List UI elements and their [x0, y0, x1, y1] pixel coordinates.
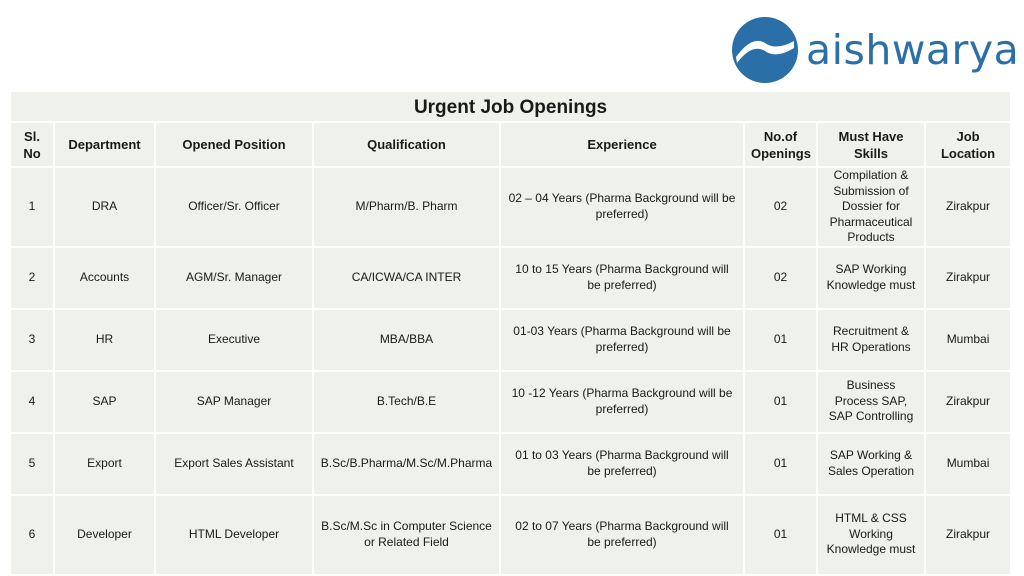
- skills-cell: SAP Working & Sales Operation: [817, 433, 925, 495]
- location-cell: Zirakpur: [925, 495, 1011, 575]
- position-cell: AGM/Sr. Manager: [155, 247, 313, 309]
- table-row: [10, 247, 1011, 309]
- skills-cell: Recruitment & HR Operations: [817, 309, 925, 371]
- position-cell: Executive: [155, 309, 313, 371]
- location-cell: Zirakpur: [925, 247, 1011, 309]
- skills-cell: Compilation & Submission of Dossier for Pharmaceutical Products: [817, 167, 925, 247]
- table-title-row: [10, 91, 1011, 122]
- experience-cell: 10 -12 Years (Pharma Background will be preferred): [500, 371, 744, 433]
- sl-no-cell: 5: [10, 433, 54, 495]
- qualification-cell: B.Sc/B.Pharma/M.Sc/M.Pharma: [313, 433, 500, 495]
- openings-cell: 02: [744, 247, 817, 309]
- table-title: Urgent Job Openings: [10, 91, 1011, 122]
- skills-cell: HTML & CSS Working Knowledge must: [817, 495, 925, 575]
- header-experience: Experience: [500, 122, 744, 167]
- table-header-row: [10, 122, 1011, 167]
- skills-cell: SAP Working Knowledge must: [817, 247, 925, 309]
- header-sl-no: Sl. No: [10, 122, 54, 167]
- logo-wordmark: aishwarya: [806, 26, 1020, 74]
- table-row: [10, 433, 1011, 495]
- qualification-cell: B.Sc/M.Sc in Computer Science or Related Field: [313, 495, 500, 575]
- location-cell: Zirakpur: [925, 167, 1011, 247]
- table-row: [10, 371, 1011, 433]
- experience-cell: 02 to 07 Years (Pharma Background will be preferred): [500, 495, 744, 575]
- table-row: [10, 309, 1011, 371]
- sl-no-cell: 3: [10, 309, 54, 371]
- header-no-of-openings: No.of Openings: [744, 122, 817, 167]
- header-must-have-skills: Must Have Skills: [817, 122, 925, 167]
- department-cell: Developer: [54, 495, 155, 575]
- openings-cell: 01: [744, 495, 817, 575]
- department-cell: DRA: [54, 167, 155, 247]
- openings-cell: 01: [744, 433, 817, 495]
- company-logo: [730, 12, 1020, 88]
- location-cell: Zirakpur: [925, 371, 1011, 433]
- department-cell: Export: [54, 433, 155, 495]
- sl-no-cell: 4: [10, 371, 54, 433]
- position-cell: SAP Manager: [155, 371, 313, 433]
- position-cell: Export Sales Assistant: [155, 433, 313, 495]
- header-job-location: Job Location: [925, 122, 1011, 167]
- department-cell: HR: [54, 309, 155, 371]
- experience-cell: 01-03 Years (Pharma Background will be preferred): [500, 309, 744, 371]
- openings-cell: 01: [744, 371, 817, 433]
- experience-cell: 10 to 15 Years (Pharma Background will be preferred): [500, 247, 744, 309]
- location-cell: Mumbai: [925, 309, 1011, 371]
- experience-cell: 01 to 03 Years (Pharma Background will be preferred): [500, 433, 744, 495]
- qualification-cell: M/Pharm/B. Pharm: [313, 167, 500, 247]
- openings-cell: 01: [744, 309, 817, 371]
- sl-no-cell: 2: [10, 247, 54, 309]
- job-openings-table: [9, 90, 1012, 576]
- location-cell: Mumbai: [925, 433, 1011, 495]
- sl-no-cell: 1: [10, 167, 54, 247]
- header-qualification: Qualification: [313, 122, 500, 167]
- position-cell: Officer/Sr. Officer: [155, 167, 313, 247]
- qualification-cell: B.Tech/B.E: [313, 371, 500, 433]
- qualification-cell: CA/ICWA/CA INTER: [313, 247, 500, 309]
- experience-cell: 02 – 04 Years (Pharma Background will be preferred): [500, 167, 744, 247]
- header-opened-position: Opened Position: [155, 122, 313, 167]
- department-cell: Accounts: [54, 247, 155, 309]
- table-row: [10, 167, 1011, 247]
- qualification-cell: MBA/BBA: [313, 309, 500, 371]
- skills-cell: Business Process SAP, SAP Controlling: [817, 371, 925, 433]
- department-cell: SAP: [54, 371, 155, 433]
- header-department: Department: [54, 122, 155, 167]
- position-cell: HTML Developer: [155, 495, 313, 575]
- table-row: [10, 495, 1011, 575]
- job-openings-table-container: [9, 90, 1010, 576]
- openings-cell: 02: [744, 167, 817, 247]
- logo-mark-icon: [730, 15, 800, 85]
- sl-no-cell: 6: [10, 495, 54, 575]
